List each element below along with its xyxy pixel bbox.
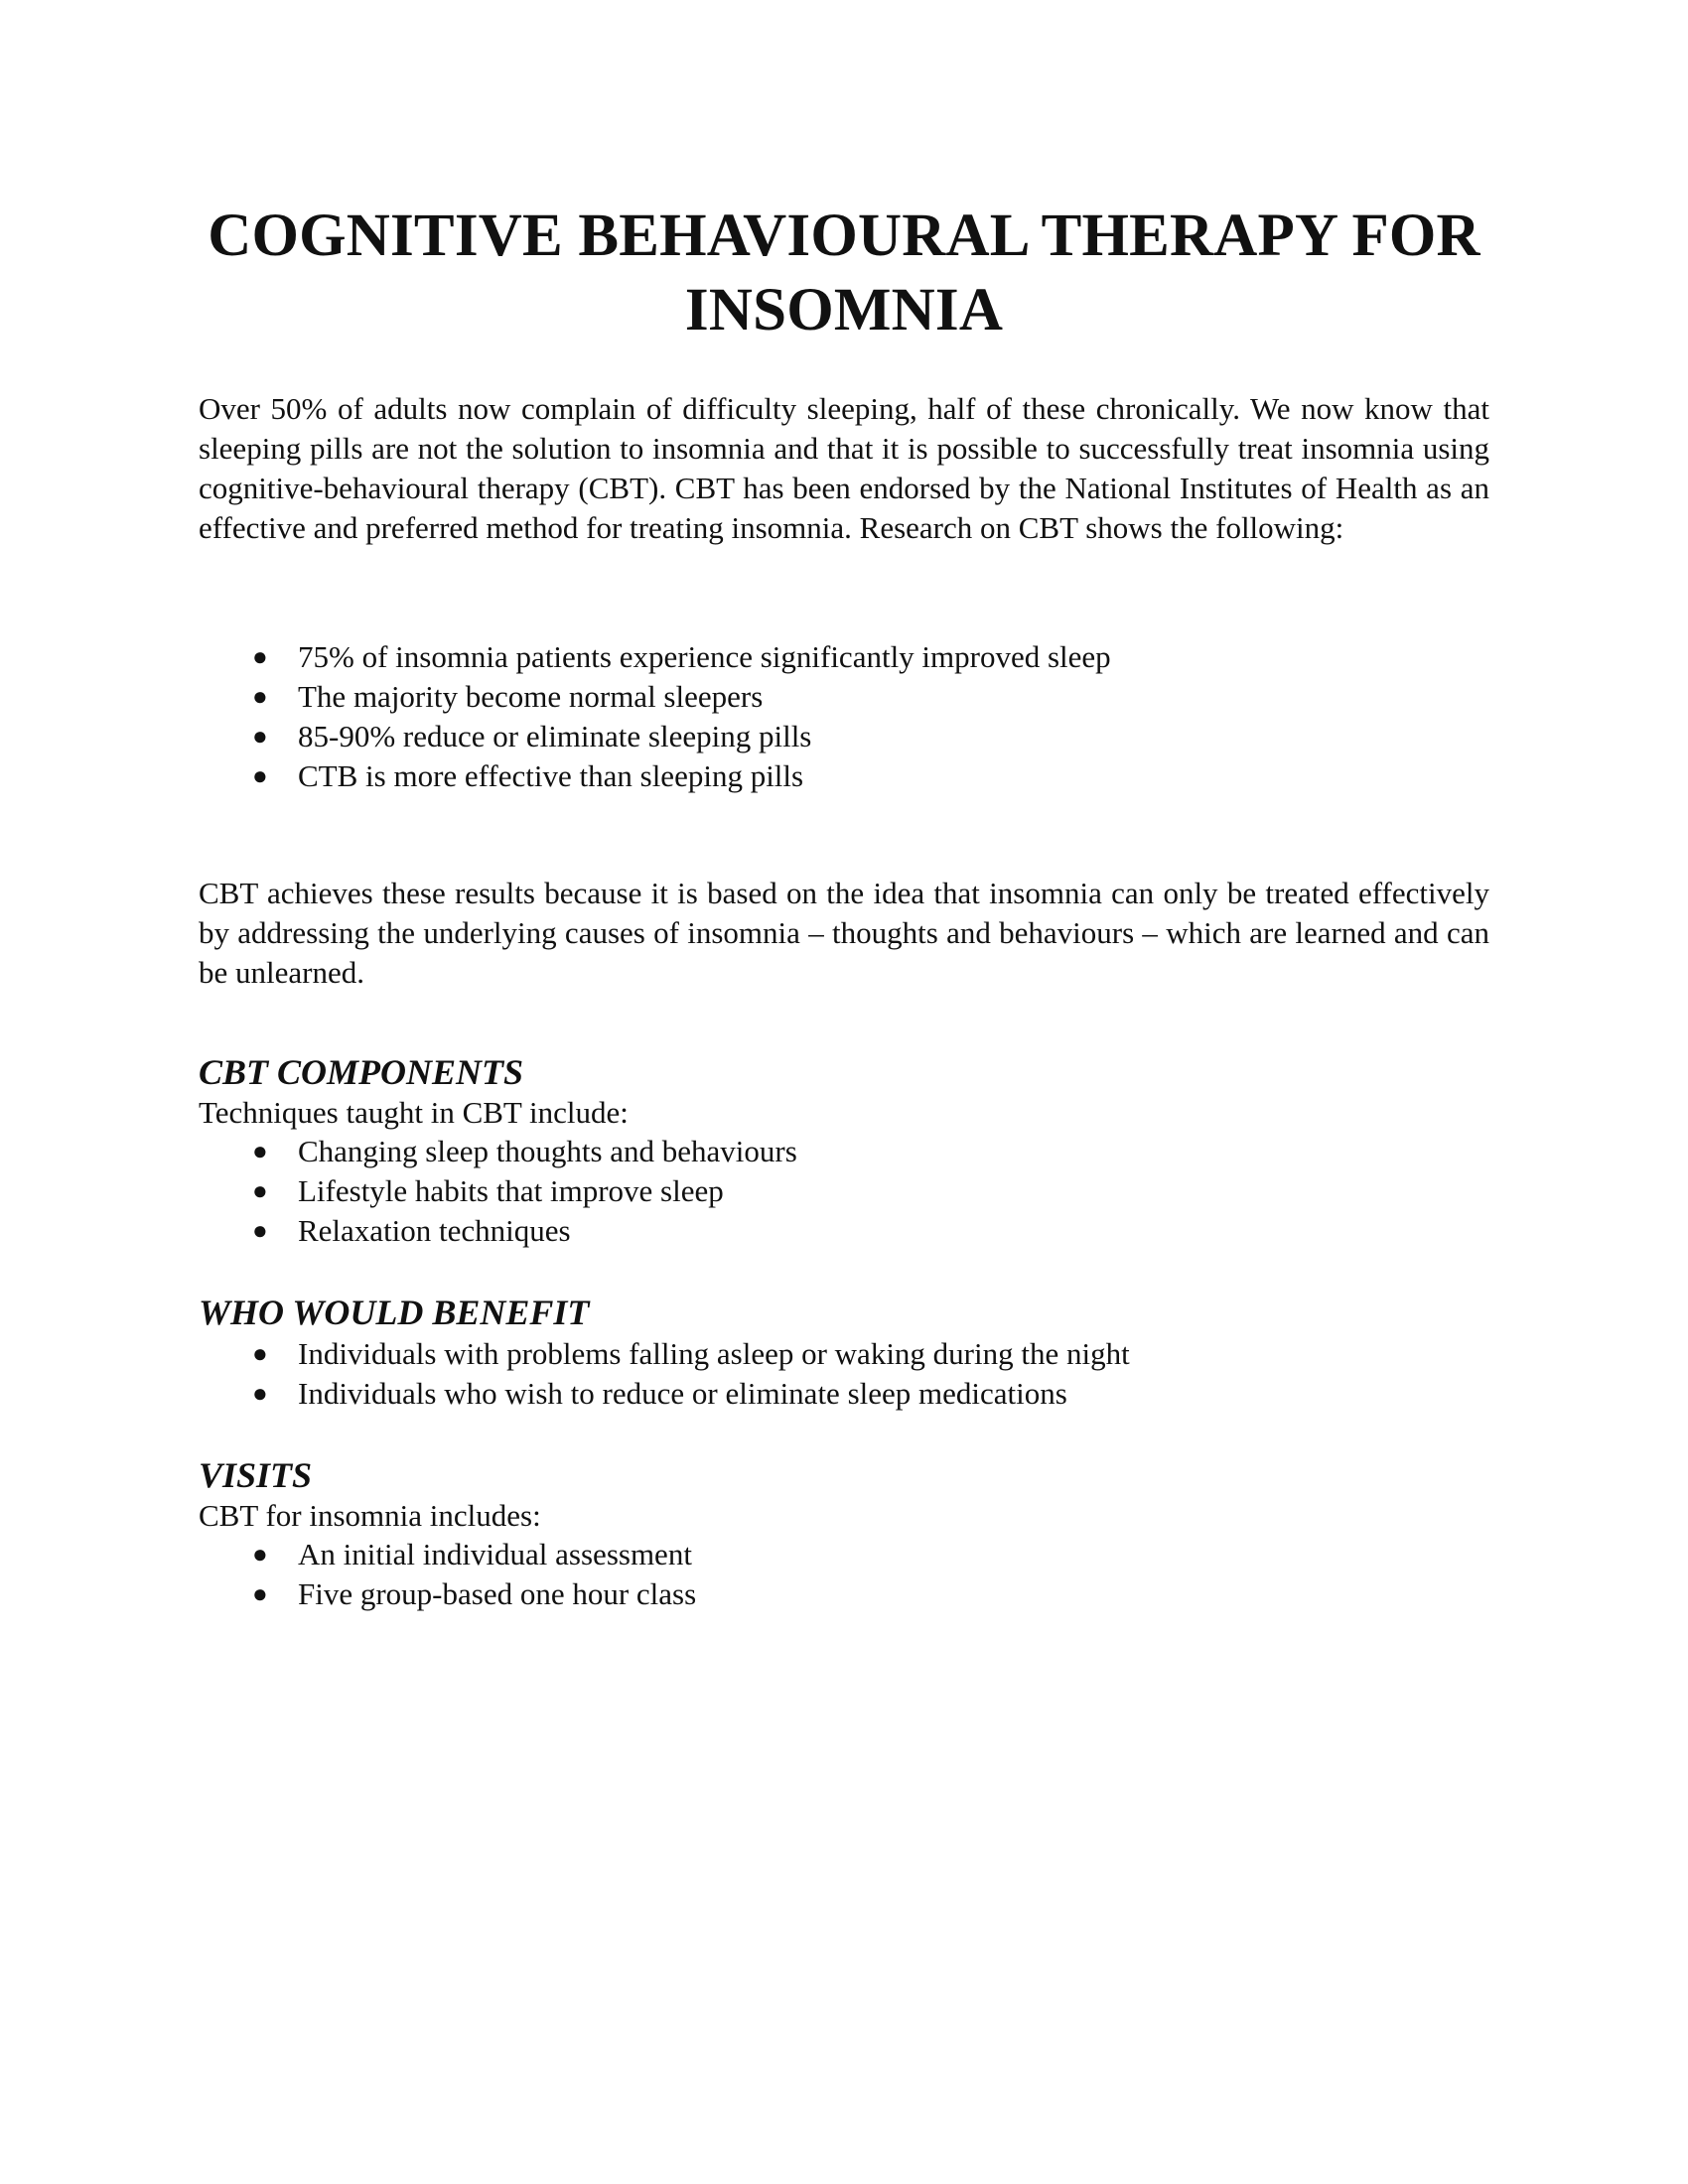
bullet-icon: ● (252, 1216, 268, 1245)
list-item: ● The majority become normal sleepers (199, 677, 1489, 717)
bullet-icon: ● (252, 1379, 268, 1408)
benefit-list (199, 1334, 1489, 1414)
list-item: ● Individuals with problems falling asleep or waking during the night (199, 1334, 1489, 1374)
components-list (199, 1132, 1489, 1251)
benefit-heading: WHO WOULD BENEFIT (199, 1293, 590, 1332)
bullet-icon: ● (252, 1540, 268, 1569)
results-list (199, 637, 1489, 796)
bullet-icon: ● (252, 1579, 268, 1608)
bullet-icon: ● (252, 1339, 268, 1368)
title-line-1: COGNITIVE BEHAVIOURAL THERAPY FOR (208, 203, 1480, 269)
intro-paragraph: Over 50% of adults now complain of difficulty sleeping, half of these chronically. We now know that sleeping pills are not the solution to insomnia and that it is possible to successfully treat insomnia using cognitive-behavioural therapy (CBT). CBT has been endorsed by the National Institutes of Health as an effective and preferred method for treating insomnia. Research on CBT shows the following: (199, 391, 1489, 545)
list-item: ● CTB is more effective than sleeping pills (199, 756, 1489, 796)
list-item: ● 85-90% reduce or eliminate sleeping pills (199, 717, 1489, 756)
list-item: ● Five group-based one hour class (199, 1574, 1489, 1614)
bullet-icon: ● (252, 1176, 268, 1205)
bullet-icon: ● (252, 1137, 268, 1165)
document-page (199, 199, 1489, 1614)
explanation-paragraph: CBT achieves these results because it is based on the idea that insomnia can only be treated effectively by addressing the underlying causes of insomnia – thoughts and behaviours – which are learned and can be unlearned. (199, 876, 1489, 990)
list-item: ● An initial individual assessment (199, 1535, 1489, 1574)
list-item: ● Lifestyle habits that improve sleep (199, 1171, 1489, 1211)
visits-heading: VISITS (199, 1455, 313, 1495)
document-title (199, 199, 1489, 347)
bullet-icon: ● (252, 682, 268, 711)
visits-list (199, 1535, 1489, 1614)
bullet-icon: ● (252, 722, 268, 751)
title-line-2: INSOMNIA (684, 277, 1004, 343)
bullet-icon: ● (252, 642, 268, 671)
visits-lead: CBT for insomnia includes: (199, 1498, 541, 1533)
list-item: ● 75% of insomnia patients experience significantly improved sleep (199, 637, 1489, 677)
list-item: ● Individuals who wish to reduce or eliminate sleep medications (199, 1374, 1489, 1414)
list-item: ● Relaxation techniques (199, 1211, 1489, 1251)
components-lead: Techniques taught in CBT include: (199, 1095, 629, 1130)
bullet-icon: ● (252, 761, 268, 790)
list-item: ● Changing sleep thoughts and behaviours (199, 1132, 1489, 1171)
components-heading: CBT COMPONENTS (199, 1052, 524, 1092)
